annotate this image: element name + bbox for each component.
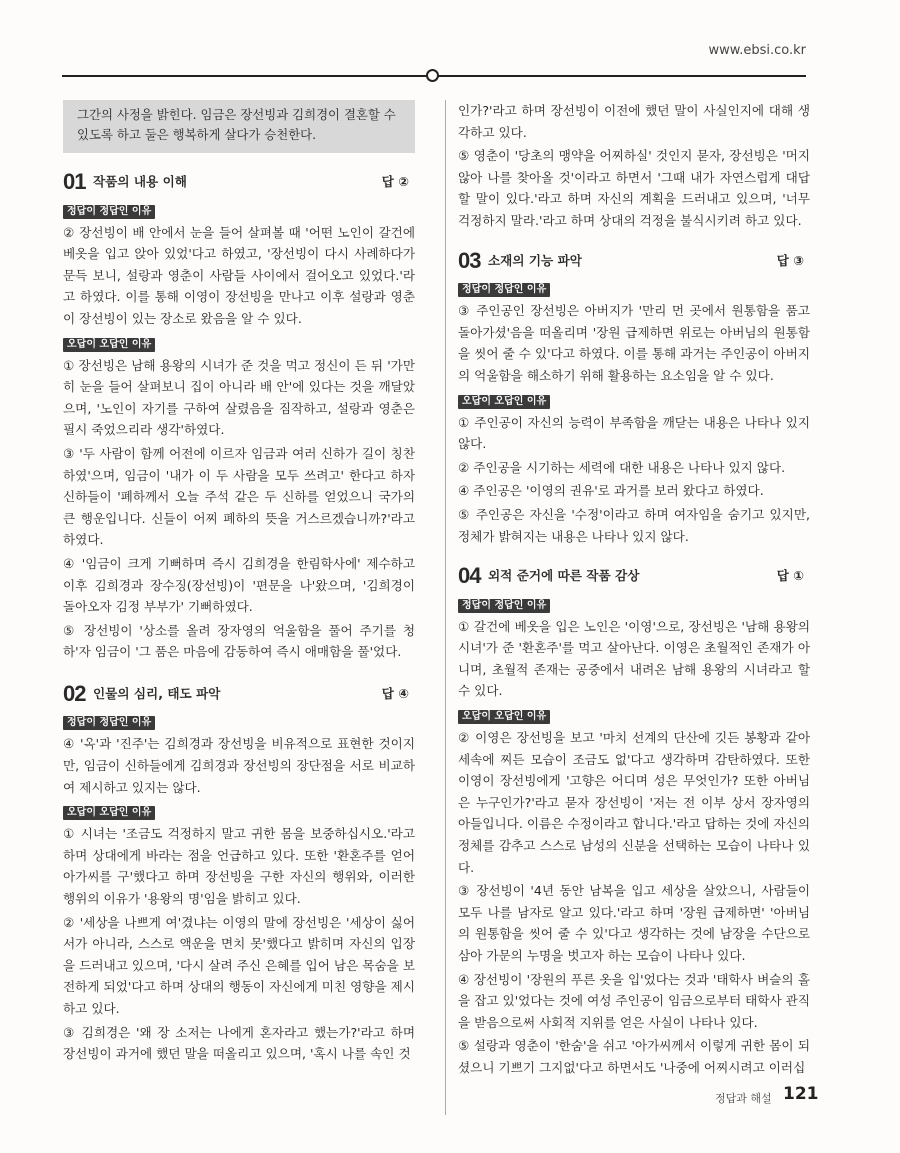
explanation-paragraph: ① 갈건에 베옷을 입은 노인은 '이영'으로, 장선빙은 '남해 용왕의 시녀'가 준 '환혼주'를 먹고 살아난다. 이영은 초월적인 존재가 아니며, 초월적 존재는 공중에서 내려온 남해 용왕의 시녀라고 할 수 있다. <box>458 618 810 699</box>
question-answer: 답 ② <box>381 174 409 189</box>
summary-box <box>63 100 415 153</box>
explanation-paragraph: ② 주인공을 시기하는 세력에 대한 내용은 나타나 있지 않다. <box>458 459 786 475</box>
explanation-paragraph: ⑤ 주인공은 자신을 '수정'이라고 하며 여자임을 숨기고 있지만, 정체가 밝혀지는 내용은 나타나 있지 않다. <box>458 506 810 544</box>
question-number: 03 <box>458 247 481 273</box>
explanation-paragraph: ④ '옥'과 '진주'는 김희경과 장선빙을 비유적으로 표현한 것이지만, 임금이 신하들에게 김희경과 장선빙의 장단점을 서로 비교하여 제시하고 있지는 않다. <box>63 736 415 795</box>
header-rule-dot <box>426 69 439 82</box>
question-title: 인물의 심리, 태도 파악 <box>93 685 221 701</box>
explanation-paragraph: 인가?'라고 하며 장선빙이 이전에 했던 말이 사실인지에 대해 생각하고 있다. <box>458 103 810 140</box>
wrong-reason-label: 오답이 오답인 이유 <box>458 710 550 724</box>
right-column <box>458 100 810 1081</box>
page-number: 121 <box>783 1084 819 1104</box>
summary-text: 그간의 사정을 밝힌다. 임금은 장선빙과 김희경이 결혼할 수 있도록 하고 둘은 행복하게 살다가 승천한다. <box>77 107 396 142</box>
explanation-paragraph: ③ 장선빙이 '4년 동안 남복을 입고 세상을 살았으니, 사람들이 모두 나를 남자로 알고 있다.'라고 하며 '장원 급제하면' '아버님의 원통함을 씻어 줄 수 있'다고 생각하는 것에 남장을 수단으로 삼아 가문의 누명을 벗고자 하는 모습이 나타나 있다. <box>458 883 810 963</box>
explanation-paragraph: ③ 주인공인 장선빙은 아버지가 '만리 먼 곳에서 원통함을 품고 돌아가셨'음을 떠올리며 '장원 급제하면 위로는 아버님의 원통함을 씻어 줄 수 있'다고 하였다. 이를 통해 과거는 주인공이 아버지의 억울함을 해소하기 위해 활용하는 요소임을 알 수 있다. <box>458 303 810 383</box>
question-title: 외적 준거에 따른 작품 감상 <box>488 568 640 584</box>
explanation-paragraph: ② 이영은 장선빙을 보고 '마치 선계의 단산에 깃든 봉황과 같아 세속에 찌든 모습이 조금도 없'다고 생각하며 감탄하였다. 또한 이영이 장선빙에게 '고향은 어디며 성은 무엇인가? 또한 아버님은 누구인가?'라고 묻자 장선빙이 '저는 전 이부 상서 장자영의 아들입니다. 이름은 수정이라고 합니다.'라고 답하는 것에 자신의 정체를 감추고 스스로 남성의 신분을 선택하는 모습이 나타나 있다. <box>458 730 810 875</box>
question-number: 02 <box>63 680 86 706</box>
explanation-paragraph: ③ 김희경은 '왜 장 소저는 나에게 혼자라고 했는가?'라고 하며 장선빙이 과거에 했던 말을 떠올리고 있으며, '혹시 나를 속인 것 <box>63 1024 415 1062</box>
correct-reason-label: 정답이 정답인 이유 <box>458 599 550 613</box>
question-2-header <box>63 680 415 706</box>
wrong-reason-label: 오답이 오답인 이유 <box>458 395 550 409</box>
explanation-paragraph: ② 장선빙이 배 안에서 눈을 들어 살펴볼 때 '어떤 노인이 갈건에 베옷을 입고 앉아 있었'다고 하였고, '장선빙이 다시 사례하다가 문득 보니, 설랑과 영춘이 사람들 사이에서 걸어오고 있었다.'라고 하였다. 이를 통해 이영이 장선빙을 만나고 이후 설랑과 영춘이 장선빙이 있는 장소로 왔음을 알 수 있다. <box>63 224 415 326</box>
correct-reason-label: 정답이 정답인 이유 <box>63 716 155 730</box>
question-answer: 답 ① <box>776 568 804 584</box>
left-column <box>63 100 415 1067</box>
explanation-paragraph: ① 시녀는 '조금도 걱정하지 말고 귀한 몸을 보중하십시오.'라고 하며 상대에게 바라는 점을 언급하고 있다. 또한 '환혼주를 얻어 아가씨를 구'했다고 하며 장선빙을 구한 자신의 행위와, 이러한 행위의 이유가 '용왕의 명'임을 밝히고 있다. <box>63 826 415 907</box>
question-3-header <box>458 247 810 273</box>
explanation-paragraph: ④ 주인공은 '이영의 권유'로 과거를 보러 왔다고 하였다. <box>458 483 764 499</box>
explanation-paragraph: ③ '두 사람이 함께 어전에 이르자 임금과 여러 신하가 길이 칭찬하였'으며, 임금이 '내가 이 두 사람을 모두 쓰려고' 한다고 하자 신하들이 '폐하께서 오늘 주석 같은 두 신하를 얻었으니 국가의 큰 행운입니다. 신들이 어찌 폐하의 뜻을 거스르겠습니까?'라고 하였다. <box>63 445 415 548</box>
question-1-header <box>63 171 415 193</box>
explanation-paragraph: ⑤ 장선빙이 '상소를 올려 장자영의 억울함을 풀어 주기를 청하'자 임금이 '그 품은 마음에 감동하여 즉시 애매함을 풀'었다. <box>63 622 415 660</box>
question-title: 소재의 기능 파악 <box>488 252 582 268</box>
question-number: 01 <box>63 169 86 194</box>
question-answer: 답 ④ <box>381 685 409 701</box>
question-answer: 답 ③ <box>776 252 804 268</box>
question-4-header <box>458 565 810 587</box>
footer-section-label: 정답과 해설 <box>715 1092 772 1105</box>
explanation-paragraph: ② '세상을 나쁘게 여'겼냐는 이영의 말에 장선빙은 '세상이 싫어서가 아니라, 스스로 액운을 면치 못'했다고 밝히며 자신의 입장을 드러내고 있으며, '다시 살려 주신 은혜를 입어 남은 목숨을 보전하게 되었'다고 하며 상대의 행동이 자신에게 미친 영향을 제시하고 있다. <box>63 914 415 1016</box>
question-title: 작품의 내용 이해 <box>93 174 187 189</box>
correct-reason-label: 정답이 정답인 이유 <box>63 205 155 219</box>
explanation-paragraph: ⑤ 설랑과 영춘이 '한숨'을 쉬고 '아가씨께서 이렇게 귀한 몸이 되셨으니 기쁘기 그지없'다고 하면서도 '나중에 어찌시려고 이러십 <box>458 1038 810 1075</box>
explanation-paragraph: ① 장선빙은 남해 용왕의 시녀가 준 것을 먹고 정신이 든 뒤 '가만히 눈을 들어 살펴보니 집이 아니라 배 안'에 있다는 것을 깨달았으며, '노인이 자기를 구하여 살렸음을 짐작하고, 설랑과 영춘은 필시 죽었으리라 생각'하였다. <box>63 357 415 438</box>
explanation-paragraph: ① 주인공이 자신의 능력이 부족함을 깨닫는 내용은 나타나 있지 않다. <box>458 414 810 452</box>
correct-reason-label: 정답이 정답인 이유 <box>458 283 550 297</box>
question-number: 04 <box>458 563 481 589</box>
site-url[interactable]: www.ebsi.co.kr <box>708 43 806 58</box>
explanation-paragraph: ④ '임금이 크게 기뻐하며 즉시 김희경을 한림학사에' 제수하고 이후 김희경과 장수징(장선빙)이 '편문을 나'왔으며, '김희경이 돌아오자 김정 부부가' 기뻐하였다. <box>63 555 415 615</box>
wrong-reason-label: 오답이 오답인 이유 <box>63 806 155 820</box>
column-divider <box>445 100 446 1115</box>
wrong-reason-label: 오답이 오답인 이유 <box>63 338 155 352</box>
explanation-paragraph: ⑤ 영춘이 '당초의 맹약을 어찌하실' 것인지 묻자, 장선빙은 '머지않아 나를 찾아올 것'이라고 하면서 '그때 내가 자연스럽게 대답할 말이 있다.'라고 하며 자신의 계획을 드러내고 있으며, '너무 걱정하지 말라.'라고 하며 상대의 걱정을 불식시키려 하고 있다. <box>458 148 810 228</box>
explanation-paragraph: ④ 장선빙이 '장원의 푸른 옷을 입'었다는 것과 '태학사 벼슬의 홀을 잡고 있'었다는 것에 여성 주인공이 임금으로부터 태학사 관직을 받음으로써 사회적 지위를 얻은 사실이 나타나 있다. <box>458 971 810 1030</box>
